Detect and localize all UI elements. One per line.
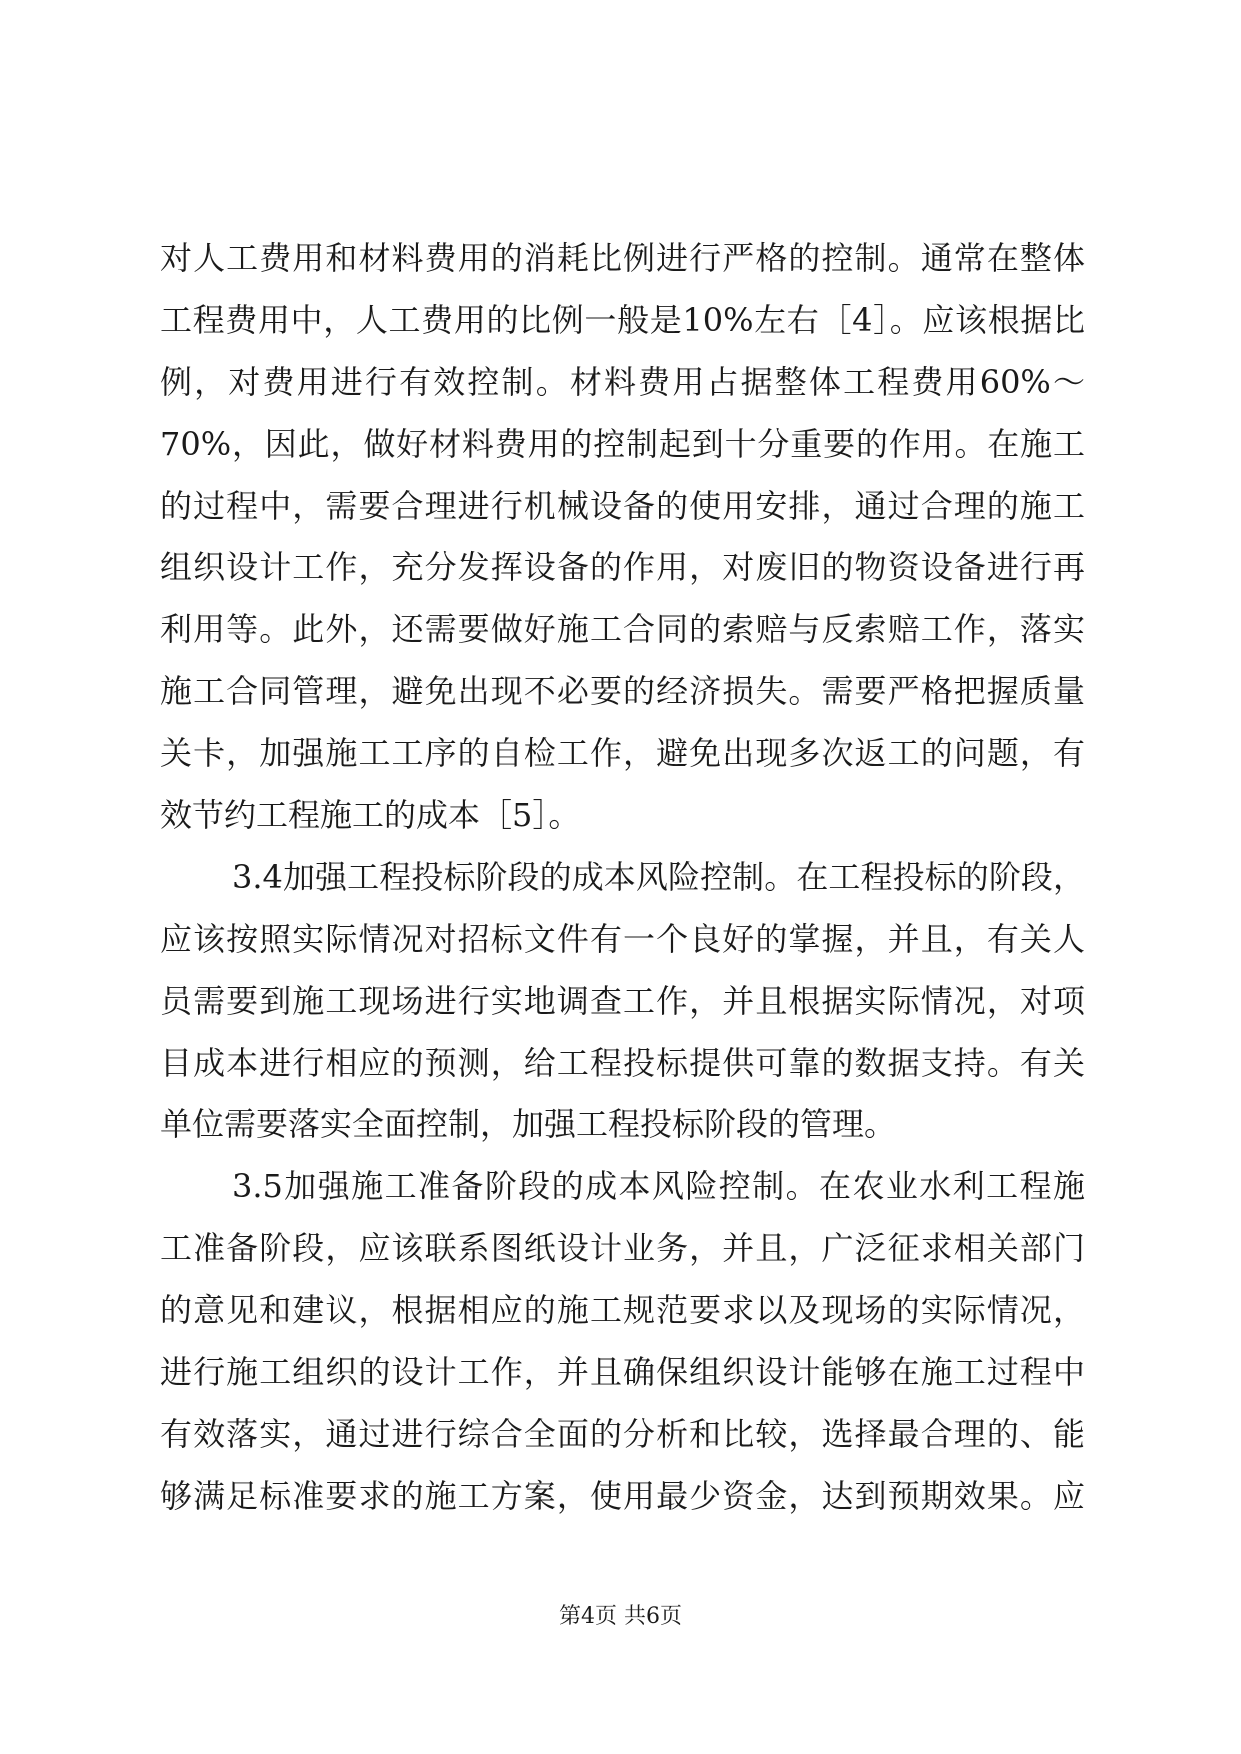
text-line-4: 70%，因此，做好材料费用的控制起到十分重要的作用。在施工 [160,424,1085,463]
text-line-21: 够满足标准要求的施工方案，使用最少资金，达到预期效果。应 [160,1476,1085,1515]
body-text [160,228,1085,1528]
text-line-7: 利用等。此外，还需要做好施工合同的索赔与反索赔工作，落实 [160,610,1085,649]
text-line-14: 目成本进行相应的预测，给工程投标提供可靠的数据支持。有关 [160,1043,1085,1082]
section-heading-3-5: 3.5加强施工准备阶段的成本风险控制。在农业水利工程施 [232,1167,1085,1206]
text-line-3: 例，对费用进行有效控制。材料费用占据整体工程费用60%～ [160,362,1085,401]
text-line-18: 的意见和建议，根据相应的施工规范要求以及现场的实际情况， [160,1291,1085,1330]
text-line-12: 应该按照实际情况对招标文件有一个良好的掌握，并且，有关人 [160,919,1085,958]
text-line-17: 工准备阶段，应该联系图纸设计业务，并且，广泛征求相关部门 [160,1229,1085,1268]
section-heading-3-4: 3.4加强工程投标阶段的成本风险控制。在工程投标的阶段， [232,857,1085,896]
text-line-1: 对人工费用和材料费用的消耗比例进行严格的控制。通常在整体 [160,239,1085,277]
text-line-2: 工程费用中，人工费用的比例一般是10%左右［4］。应该根据比 [160,300,1085,339]
text-line-9: 关卡，加强施工工序的自检工作，避免出现多次返工的问题，有 [160,734,1085,773]
text-line-15: 单位需要落实全面控制，加强工程投标阶段的管理。 [160,1105,897,1144]
text-line-10: 效节约工程施工的成本［5］。 [160,796,581,835]
text-line-13: 员需要到施工现场进行实地调查工作，并且根据实际情况，对项 [160,981,1085,1020]
text-line-5: 的过程中，需要合理进行机械设备的使用安排，通过合理的施工 [160,486,1085,525]
text-line-6: 组织设计工作，充分发挥设备的作用，对废旧的物资设备进行再 [160,548,1085,587]
page-number-footer: 第4页 共6页 [559,1604,682,1629]
text-line-19: 进行施工组织的设计工作，并且确保组织设计能够在施工过程中 [160,1353,1085,1392]
text-line-8: 施工合同管理，避免出现不必要的经济损失。需要严格把握质量 [160,672,1085,711]
text-line-20: 有效落实，通过进行综合全面的分析和比较，选择最合理的、能 [160,1414,1085,1453]
